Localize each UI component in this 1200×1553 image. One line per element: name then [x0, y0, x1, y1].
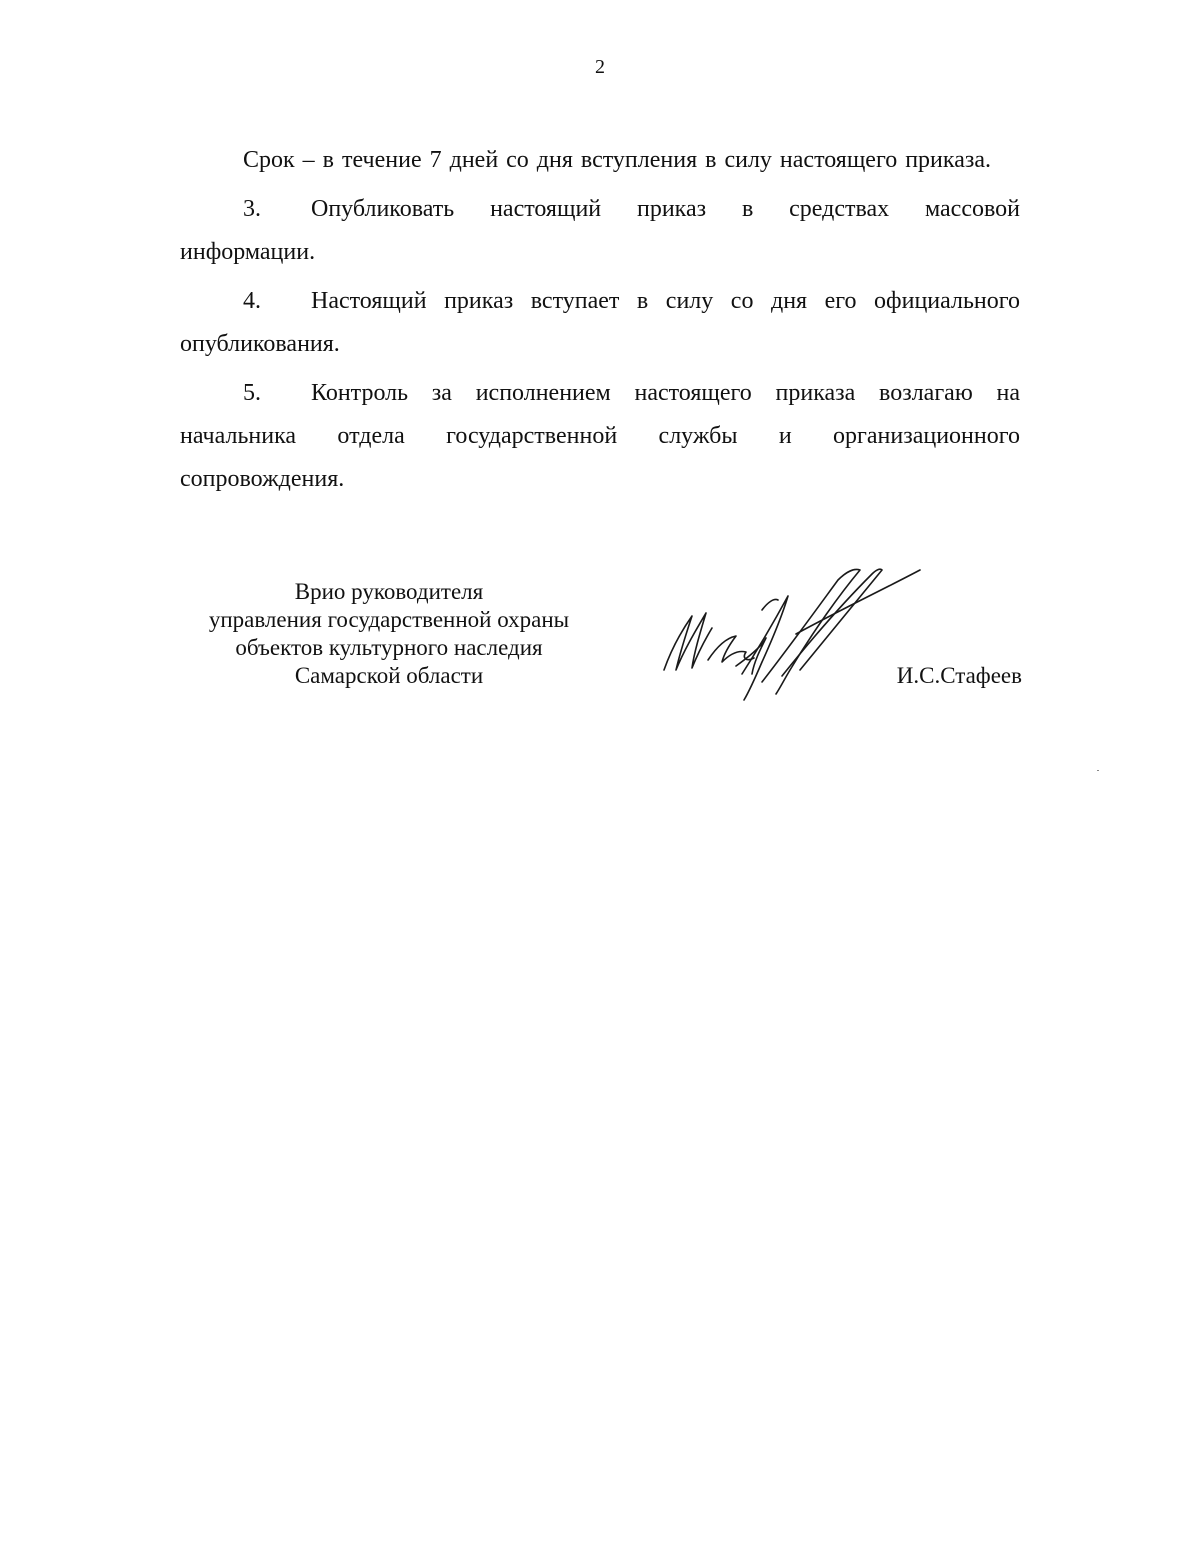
paragraph-deadline: [180, 139, 1020, 182]
paragraph-number: 4.: [243, 288, 261, 314]
signatory-title: [180, 578, 598, 690]
paragraph-text: Опубликовать настоящий приказ в средствах массовой информации.: [180, 196, 1020, 265]
paragraph-5: [180, 372, 1020, 501]
paragraph-text: Срок – в течение 7 дней со дня вступления в силу настоящего приказа.: [243, 147, 991, 173]
document-body: [180, 139, 1020, 507]
scan-speck: [1097, 770, 1099, 771]
paragraph-text: Контроль за исполнением настоящего приказа возлагаю на начальника отдела государственной службы и организационного сопровождения.: [180, 380, 1020, 492]
signer-name: И.С.Стафеев: [896, 663, 1022, 688]
signatory-title-line: объектов культурного наследия: [235, 635, 543, 660]
paragraph-4: [180, 280, 1020, 366]
page-number: 2: [595, 56, 605, 78]
paragraph-number: 3.: [243, 196, 261, 222]
paragraph-3: [180, 188, 1020, 274]
signatory-title-line: управления государственной охраны: [208, 607, 570, 632]
signatory-title-line: Самарской области: [294, 663, 484, 688]
signatory-title-line: Врио руководителя: [294, 579, 484, 604]
paragraph-text: Настоящий приказ вступает в силу со дня его официального опубликования.: [180, 288, 1020, 357]
paragraph-number: 5.: [243, 380, 261, 406]
